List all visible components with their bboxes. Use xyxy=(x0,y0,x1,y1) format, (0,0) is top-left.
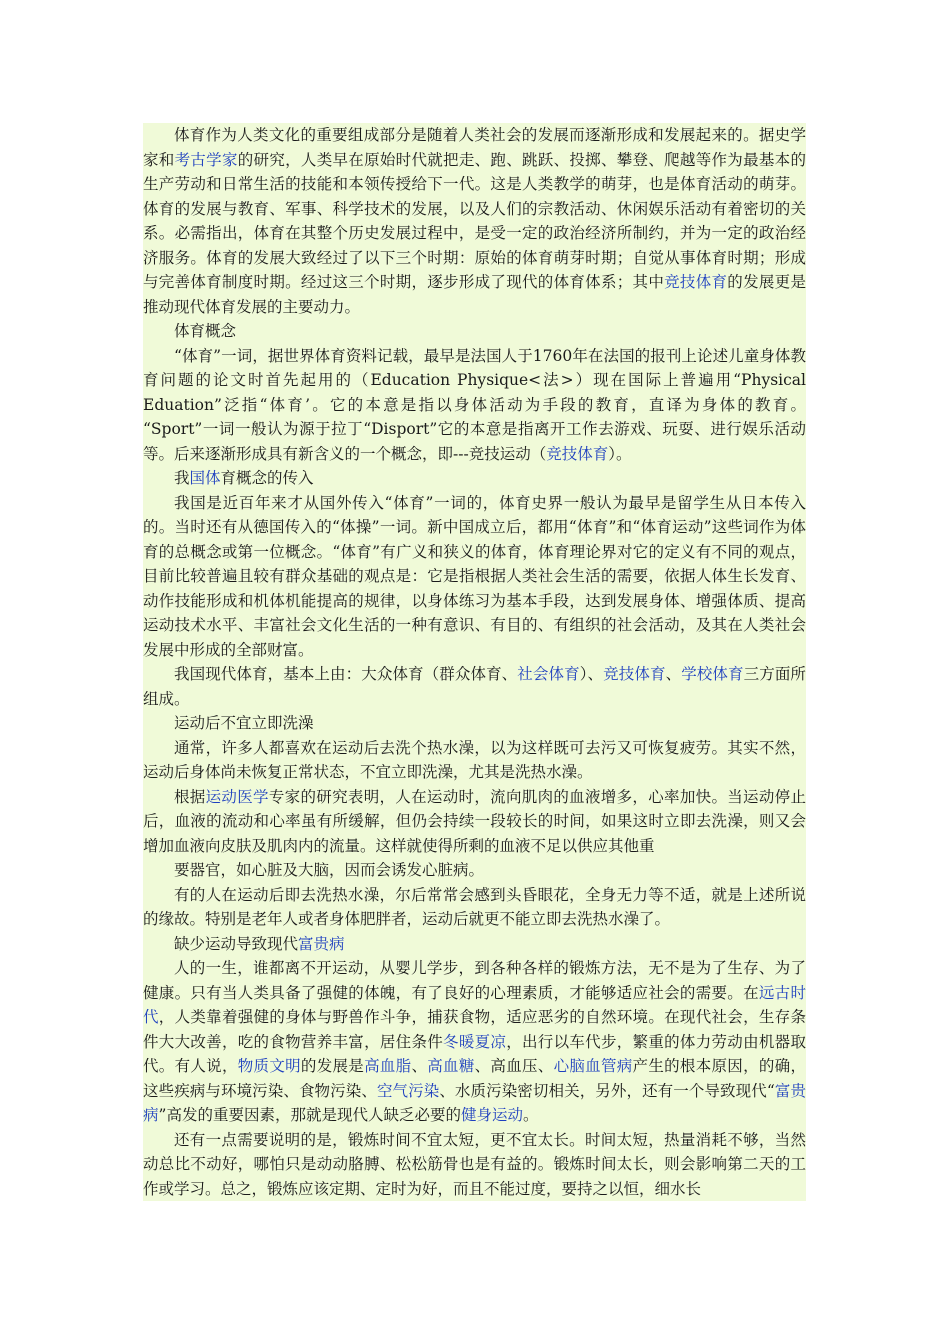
inline-link[interactable]: 高血脂 xyxy=(364,1057,412,1075)
inline-link[interactable]: 竞技体育 xyxy=(603,665,666,683)
text-run: 。 xyxy=(522,1106,539,1124)
inline-link[interactable]: 健身运动 xyxy=(460,1106,523,1124)
text-run: “体育”一词，据世界体育资料记载，最早是法国人于1760年在法国的报刊上论述儿童身体教育问题的论文时首先起用的（Education Physique<法>）现在国际上普遍用“Physical Eduation”泛指“体育’。它的本意是指以身体活动为手段的教育，直译为身体的教育。 “Sport”一词一般认为源于拉丁“Disport”它的本意是指离开工作去游戏、玩耍、进行娱乐活动等。后来逐渐形成具有新含义的一个概念，即---竞技运动（ xyxy=(143,346,806,463)
inline-link[interactable]: 冬暖夏凉 xyxy=(443,1032,507,1051)
text-run: 有的人在运动后即去洗热水澡，尔后常常会感到头昏眼花，全身无力等不适，就是上述所说的缘故。特别是老年人或者身体肥胖者，运动后就更不能立即去洗热水澡了。 xyxy=(143,885,806,928)
text-run: 产生的根本原因，的确，这些疾病与环境污染、食物污染、 xyxy=(143,1057,806,1100)
text-run: ，人类靠着强健的身体与野兽作斗争，捕获食物，适应恶劣的自然环境。在现代社会，生存条件大大改善，吃的食物营养丰富，居住条件 xyxy=(143,1008,806,1051)
inline-link[interactable]: 富贵病 xyxy=(143,1081,806,1124)
body-paragraph xyxy=(143,858,806,883)
text-run: 还有一点需要说明的是，锻炼时间不宜太短，更不宜太长。时间太短，热量消耗不够，当然动总比不动好，哪怕只是动动胳膊、松松筋骨也是有益的。锻炼时间太长，则会影响第二天的工作或学习。总之，锻炼应该定期、定时为好，而且不能过度，要持之以恒，细水长 xyxy=(143,1130,806,1198)
text-run: 三方面所组成。 xyxy=(143,665,806,708)
inline-link[interactable]: 社会体育 xyxy=(517,665,580,683)
text-run: 专家的研究表明，人在运动时，流向肌肉的血液增多，心率加快。当运动停止后，血液的流动和心率虽有所缓解，但仍会持续一段较长的时间，如果这时立即去洗澡，则又会增加血液向皮肤及肌肉内的流量。这样就使得所剩的血液不足以供应其他重 xyxy=(143,787,806,855)
text-run: 的发展是 xyxy=(300,1057,365,1075)
text-run: ”高发的重要因素，那就是现代人缺乏必要的 xyxy=(158,1106,461,1124)
inline-link[interactable]: 国体 xyxy=(189,469,221,487)
document-body xyxy=(143,123,806,1201)
body-paragraph xyxy=(143,1128,806,1202)
text-run: 根据 xyxy=(174,787,206,806)
section-heading xyxy=(143,932,806,957)
text-run: 我国是近百年来才从国外传入“体育”一词的，体育史界一般认为最早是留学生从日本传入的。当时还有从德国传入的“体操”一词。新中国成立后，都用“体育”和“体育运动”这些词作为体育的总概念或第一位概念。“体育”有广义和狭义的体育，体育理论界对它的定义有不同的观点，目前比较普遍且较有群众基础的观点是：它是指根据人类社会生活的需要，依据人体生长发育、动作技能形成和机体机能提高的规律，以身体练习为基本手段，达到发展身体、增强体质、提高运动技术水平、丰富社会文化生活的一种有意识、有目的、有组织的社会活动，及其在人类社会发展中形成的全部财富。 xyxy=(143,493,806,659)
text-run: 我 xyxy=(174,469,190,487)
section-heading xyxy=(143,319,806,344)
text-run: 人的一生，谁都离不开运动，从婴儿学步，到各种各样的锻炼方法，无不是为了生存、为了健康。只有当人类具备了强健的体魄，有了良好的心理素质，才能够适应社会的需要。在 xyxy=(143,959,806,1002)
text-run: 的发展更是推动现代体育发展的主要动力。 xyxy=(143,273,806,316)
text-run: 体育作为人类文化的重要组成部分是随着人类社会的发展而逐渐形成和发展起来的。据史学家和 xyxy=(143,126,806,169)
text-run: 体育概念 xyxy=(174,322,237,340)
text-run: 育概念的传入 xyxy=(220,469,314,487)
text-run: 要器官，如心脏及大脑，因而会诱发心脏病。 xyxy=(174,861,485,879)
inline-link[interactable]: 运动医学 xyxy=(205,787,269,806)
inline-link[interactable]: 高血糖 xyxy=(427,1057,475,1075)
text-run: 的研究，人类早在原始时代就把走、跑、跳跃、投掷、攀登、爬越等作为最基本的生产劳动和日常生活的技能和本领传授给下一代。这是人类教学的萌芽，也是体育活动的萌芽。体育的发展与教育、军事、科学技术的发展，以及人们的宗教活动、休闲娱乐活动有着密切的关系。必需指出，体育在其整个历史发展过程中，是受一定的政治经济所制约，并为一定的政治经济服务。体育的发展大致经过了以下三个时期：原始的体育萌芽时期；自觉从事体育时期；形成与完善体育制度时期。经过这三个时期，逐步形成了现代的体育体系；其中 xyxy=(143,150,806,291)
inline-link[interactable]: 富贵病 xyxy=(298,934,345,953)
text-run: 、 xyxy=(411,1057,428,1075)
body-paragraph xyxy=(143,736,806,785)
text-run: 通常，许多人都喜欢在运动后去洗个热水澡，以为这样既可去污又可恢复疲劳。其实不然，运动后身体尚未恢复正常状态，不宜立即洗澡，尤其是洗热水澡。 xyxy=(143,738,806,781)
text-run: ）。 xyxy=(608,444,632,463)
text-run: 我国现代体育，基本上由：大众体育（群众体育、 xyxy=(174,665,518,683)
text-run: 缺少运动导致现代 xyxy=(174,934,299,953)
body-paragraph xyxy=(143,123,806,319)
text-run: 、 xyxy=(665,665,682,683)
inline-link[interactable]: 考古学家 xyxy=(174,150,238,169)
inline-link[interactable]: 远古时代 xyxy=(143,983,806,1026)
body-paragraph xyxy=(143,662,806,711)
text-run: 、高血压、 xyxy=(474,1057,554,1075)
section-heading xyxy=(143,711,806,736)
inline-link[interactable]: 学校体育 xyxy=(681,665,744,683)
body-paragraph xyxy=(143,344,806,467)
inline-link[interactable]: 心脑血管病 xyxy=(553,1057,633,1075)
body-paragraph xyxy=(143,956,806,1128)
inline-link[interactable]: 竞技体育 xyxy=(546,444,609,463)
inline-link[interactable]: 物质文明 xyxy=(237,1057,301,1075)
section-heading xyxy=(143,466,806,491)
text-run: ）、 xyxy=(579,665,604,683)
text-run: ，出行以车代步，繁重的体力劳动由机器取代。有人说， xyxy=(143,1032,806,1075)
body-paragraph xyxy=(143,491,806,663)
body-paragraph xyxy=(143,785,806,859)
body-paragraph xyxy=(143,883,806,932)
inline-link[interactable]: 空气污染 xyxy=(376,1081,440,1100)
inline-link[interactable]: 竞技体育 xyxy=(664,273,728,291)
text-run: 运动后不宜立即洗澡 xyxy=(174,714,314,732)
text-run: 、水质污染密切相关，另外，还有一个导致现代“ xyxy=(439,1081,775,1100)
